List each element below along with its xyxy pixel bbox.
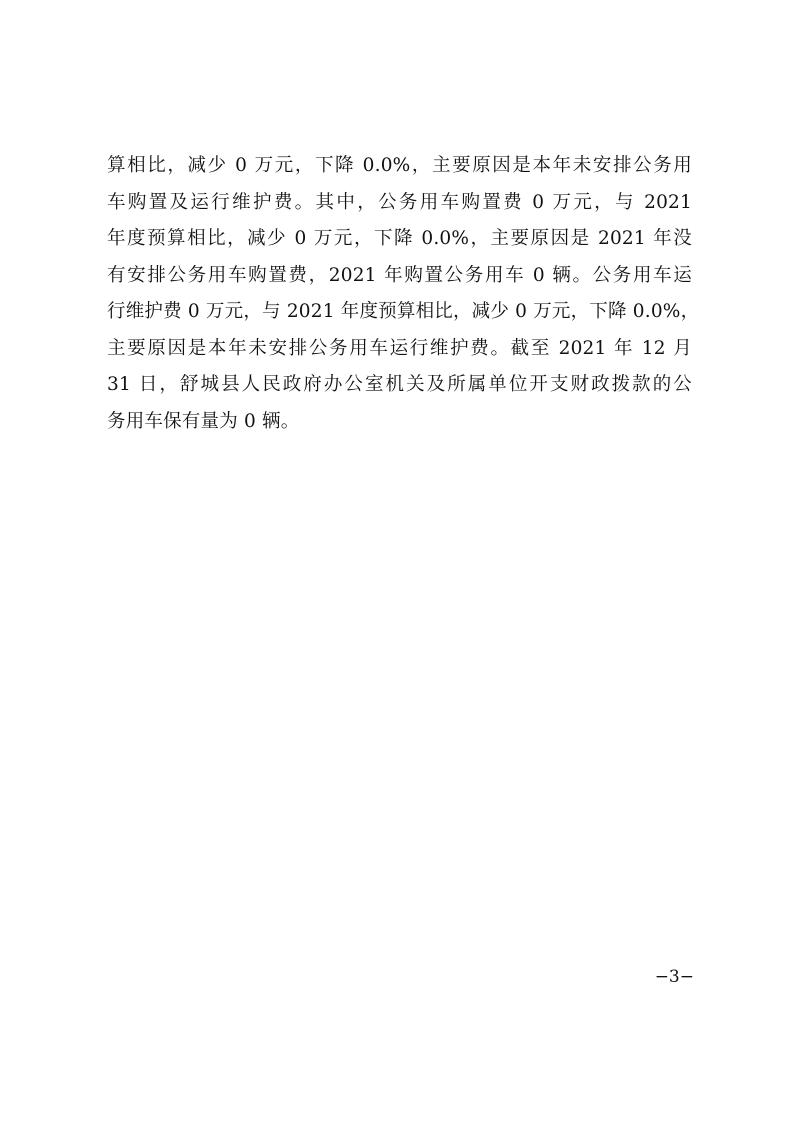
paragraph-line-3: 年度预算相比，减少 0 万元，下降 0.0%，主要原因是 2021 年没 (107, 228, 692, 249)
paragraph-line-4: 有安排公务用车购置费，2021 年购置公务用车 0 辆。公务用车运 (107, 264, 692, 286)
paragraph-line-7: 31 日，舒城县人民政府办公室机关及所属单位开支财政拨款的公 (107, 374, 692, 395)
page-number: −3− (654, 967, 694, 987)
paragraph-line-1: 算相比，减少 0 万元，下降 0.0%，主要原因是本年未安排公务用 (107, 155, 692, 176)
paragraph-line-8: 务用车保有量为 0 辆。 (107, 410, 300, 432)
paragraph-line-5: 行维护费 0 万元，与 2021 年度预算相比，减少 0 万元，下降 0.0%， (107, 301, 700, 322)
paragraph-line-2: 车购置及运行维护费。其中，公务用车购置费 0 万元，与 2021 (107, 191, 692, 213)
body-paragraph (107, 148, 700, 440)
paragraph-line-6: 主要原因是本年未安排公务用车运行维护费。截至 2021 年 12 月 (107, 337, 692, 359)
